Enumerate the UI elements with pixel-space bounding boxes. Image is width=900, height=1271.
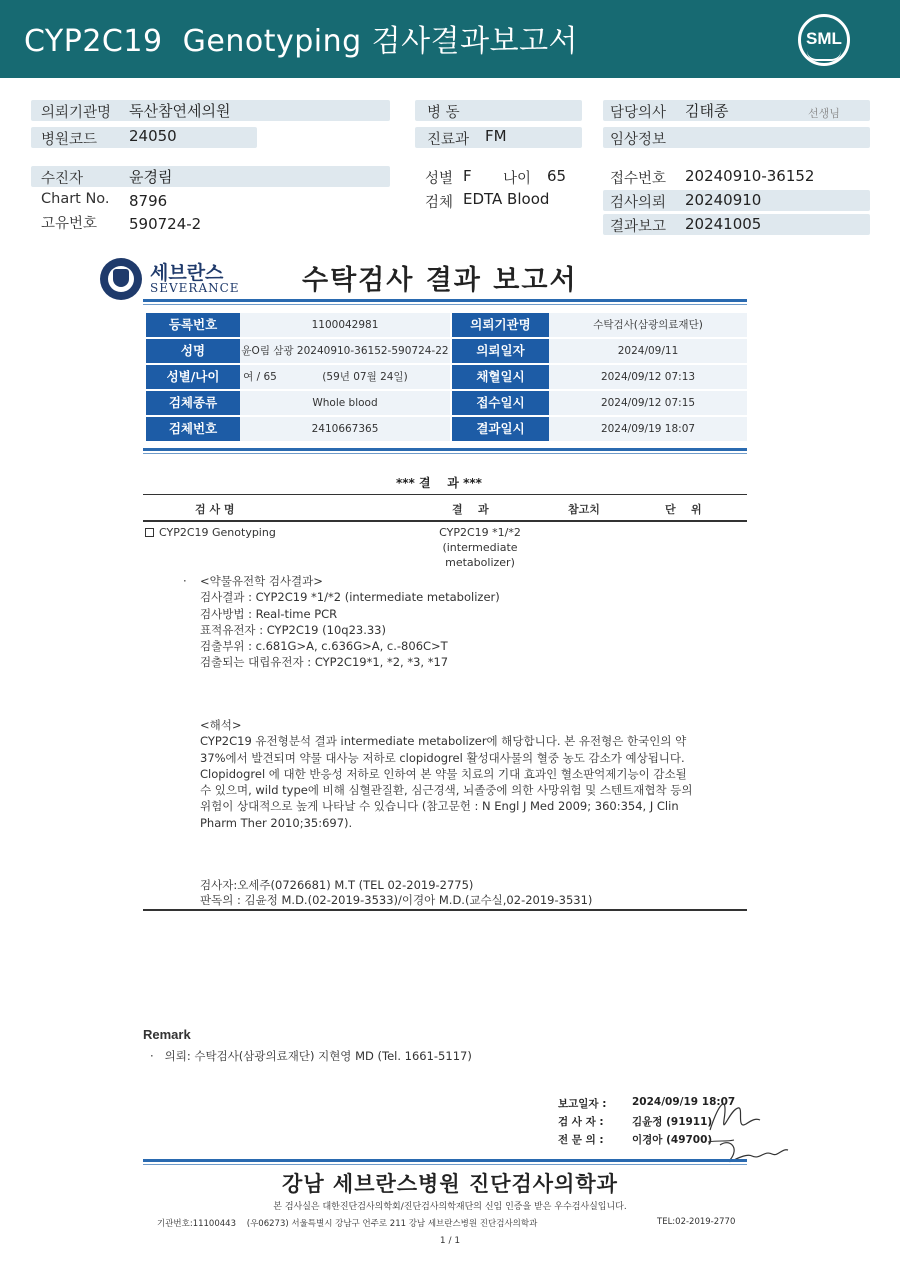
table-rule-thin (143, 453, 747, 454)
hospital-code-label: 병원코드 (41, 132, 98, 148)
severance-name-ko: 세브란스 (150, 262, 224, 284)
specimen-type-value: Whole blood (240, 391, 450, 415)
results-header-rule (143, 520, 747, 522)
sign-tester-label: 검 사 자 : (558, 1116, 604, 1128)
req-institution-value: 수탁검사(삼광의료재단) (549, 313, 747, 337)
doctor-suffix: 선생님 (808, 107, 840, 120)
col-result: 결 과 (452, 503, 489, 516)
specimen-value: EDTA Blood (463, 190, 550, 208)
remark-title: Remark (143, 1027, 191, 1042)
page-title: CYP2C19 Genotyping 검사결과보고서 (24, 24, 579, 59)
dept-label: 진료과 (427, 132, 470, 148)
specialist-label: 전 문 의 : (558, 1134, 604, 1146)
specialist-value: 이경아 (49700) (632, 1134, 713, 1146)
interp-line-3: Clopidogrel 에 대한 반응성 저하로 인하여 본 약물 치료의 기대 효과인 혈소판억제기능이 감소될 (200, 766, 687, 781)
request-label: 검사의뢰 (610, 195, 667, 211)
pgx-line-5: 검출되는 대립유전자 : CYP2C19*1, *2, *3, *17 (200, 655, 449, 670)
request-date-value: 2024/09/11 (549, 339, 747, 363)
footer-note: 본 검사실은 대한진단검사의학회/진단검사의학재단의 신임 인증을 받은 우수검사실입니다. (273, 1202, 627, 1212)
report-value: 20241005 (685, 215, 762, 233)
remark-item (150, 1048, 472, 1064)
pgx-line-4: 검출부위 : c.681G>A, c.636G>A, c.-806C>T (200, 639, 448, 654)
tester-line: 검사자:오세주(0726681) M.T (TEL 02-2019-2775) (200, 878, 474, 892)
footer-rule (143, 1159, 747, 1162)
result-row-test-name: CYP2C19 Genotyping (159, 526, 276, 539)
receipt-label: 접수번호 (610, 171, 667, 187)
pgx-line-3: 표적유전자 : CYP2C19 (10q23.33) (200, 622, 386, 637)
results-heading: *** 결 과 *** (396, 476, 482, 490)
result-row-value (430, 525, 530, 570)
sex-value: F (463, 167, 472, 185)
pgx-title: <약물유전학 검사결과> (200, 574, 323, 588)
severance-emblem-icon (100, 258, 142, 300)
interp-line-5: 위험이 상대적으로 높게 나타날 수 있습니다 (참고문헌 : N Engl J Med 2009; 360:354, J Clin (200, 799, 679, 814)
result-line-1: CYP2C19 *1/*2 (439, 526, 521, 539)
result-line-2: (intermediate (442, 541, 518, 554)
age-value: 65 (547, 167, 567, 185)
remark-bullet: · (150, 1049, 154, 1063)
unique-label: 고유번호 (41, 216, 98, 232)
doctor-label: 담당의사 (610, 105, 667, 121)
footer-department: 강남 세브란스병원 진단검사의학과 (282, 1172, 618, 1196)
name-label: 성명 (146, 339, 240, 363)
sign-tester-value: 김윤정 (91911) (632, 1116, 713, 1128)
report-title: 수탁검사 결과 보고서 (302, 265, 578, 296)
col-unit: 단 위 (665, 503, 702, 516)
pgx-block (200, 573, 500, 671)
interp-line-4: 수 있으며, wild type에 비해 심혈관질환, 심근경색, 뇌졸중에 의한 사망위험 및 스텐트재협착 등의 (200, 783, 693, 798)
interp-line-2: 37%에서 발견되며 약물 대사능 저하로 clopidogrel 활성대사물의 혈중 농도 감소가 예상됩니다. (200, 750, 685, 765)
collect-value: 2024/09/12 07:13 (549, 365, 747, 389)
footer-address: 기관번호:11100443 (우06273) 서울특별시 강남구 언주로 211 강남 세브란스병원 진단검사의학과 (157, 1219, 538, 1229)
chart-label: Chart No. (41, 191, 110, 207)
table-rule (143, 448, 747, 451)
hospital-code-value: 24050 (129, 127, 177, 145)
interp-line-6: Pharm Ther 2010;35:697). (200, 815, 353, 830)
sml-logo (798, 14, 850, 66)
result-row-test (145, 526, 276, 539)
footer-tel: TEL:02-2019-2770 (657, 1217, 736, 1227)
sexage-value: 여 / 65 (240, 365, 280, 389)
collect-label: 채혈일시 (452, 365, 549, 389)
clinical-label: 임상정보 (610, 132, 667, 148)
checkbox-icon (145, 528, 154, 537)
institution-label: 의뢰기관명 (41, 105, 112, 121)
ward-label: 병 동 (427, 105, 460, 121)
registration-table (143, 311, 747, 443)
specimen-no-label: 검체번호 (146, 417, 240, 441)
footer-rule-thin (143, 1164, 747, 1165)
result-line-3: metabolizer) (445, 556, 515, 569)
result-date-label: 결과일시 (452, 417, 549, 441)
name-value: 윤O림 삼광 20240910-36152-590724-22 (240, 339, 450, 363)
interp-line-1: CYP2C19 유전형분석 결과 intermediate metabolizer에 해당합니다. 본 유전형은 한국인의 약 (200, 734, 687, 749)
results-top-rule (143, 494, 747, 495)
title-rule-thin (143, 304, 747, 305)
dept-value: FM (485, 127, 507, 145)
severance-name-en: SEVERANCE (150, 281, 240, 295)
patient-row-bg (31, 166, 390, 187)
patient-value: 윤경림 (129, 168, 173, 186)
col-test-name: 검 사 명 (195, 503, 235, 516)
specimen-label: 검체 (425, 195, 454, 211)
sml-logo-text: SML (806, 29, 842, 48)
sexage-label: 성별/나이 (146, 365, 240, 389)
institution-value: 독산참연세의원 (129, 102, 231, 120)
report-date-label: 보고일자 : (558, 1098, 607, 1110)
sex-label: 성별 (425, 171, 454, 187)
sml-logo-arc (807, 51, 841, 61)
pgx-line-2: 검사방법 : Real-time PCR (200, 606, 338, 621)
report-label: 결과보고 (610, 219, 667, 235)
severance-emblem-shield (113, 269, 129, 287)
request-value: 20240910 (685, 191, 762, 209)
signature-icon (700, 1090, 790, 1170)
dob-value: (59년 07월 24일) (280, 365, 450, 389)
request-date-label: 의뢰일자 (452, 339, 549, 363)
chart-value: 8796 (129, 192, 168, 210)
pgx-bullet: · (183, 574, 187, 588)
patient-label: 수진자 (41, 171, 84, 187)
receive-label: 접수일시 (452, 391, 549, 415)
result-date-value: 2024/09/19 18:07 (549, 417, 747, 441)
age-label: 나이 (503, 171, 532, 187)
body-bottom-rule (143, 909, 747, 911)
title-rule (143, 299, 747, 302)
pgx-line-1: 검사결과 : CYP2C19 *1/*2 (intermediate metabolizer) (200, 590, 500, 605)
reg-no-value: 1100042981 (240, 313, 450, 337)
header-bar (0, 0, 900, 78)
specimen-type-label: 검체종류 (146, 391, 240, 415)
receipt-value: 20240910-36152 (685, 167, 815, 185)
report-date-value: 2024/09/19 18:07 (632, 1096, 736, 1108)
page-number: 1 / 1 (439, 1236, 461, 1246)
req-institution-label: 의뢰기관명 (452, 313, 549, 337)
reader-line: 판독의 : 김윤정 M.D.(02-2019-3533)/이경아 M.D.(교수실,02-2019-3531) (200, 893, 593, 907)
reg-no-label: 등록번호 (146, 313, 240, 337)
interpretation-block (200, 717, 692, 831)
remark-text: 의뢰: 수탁검사(삼광의료재단) 지현영 MD (Tel. 1661-5117) (164, 1049, 472, 1063)
specimen-no-value: 2410667365 (240, 417, 450, 441)
unique-value: 590724-2 (129, 215, 202, 233)
interp-title: <해석> (200, 718, 242, 732)
receive-value: 2024/09/12 07:15 (549, 391, 747, 415)
doctor-value: 김태종 (685, 102, 729, 120)
col-reference: 참고치 (568, 503, 600, 516)
